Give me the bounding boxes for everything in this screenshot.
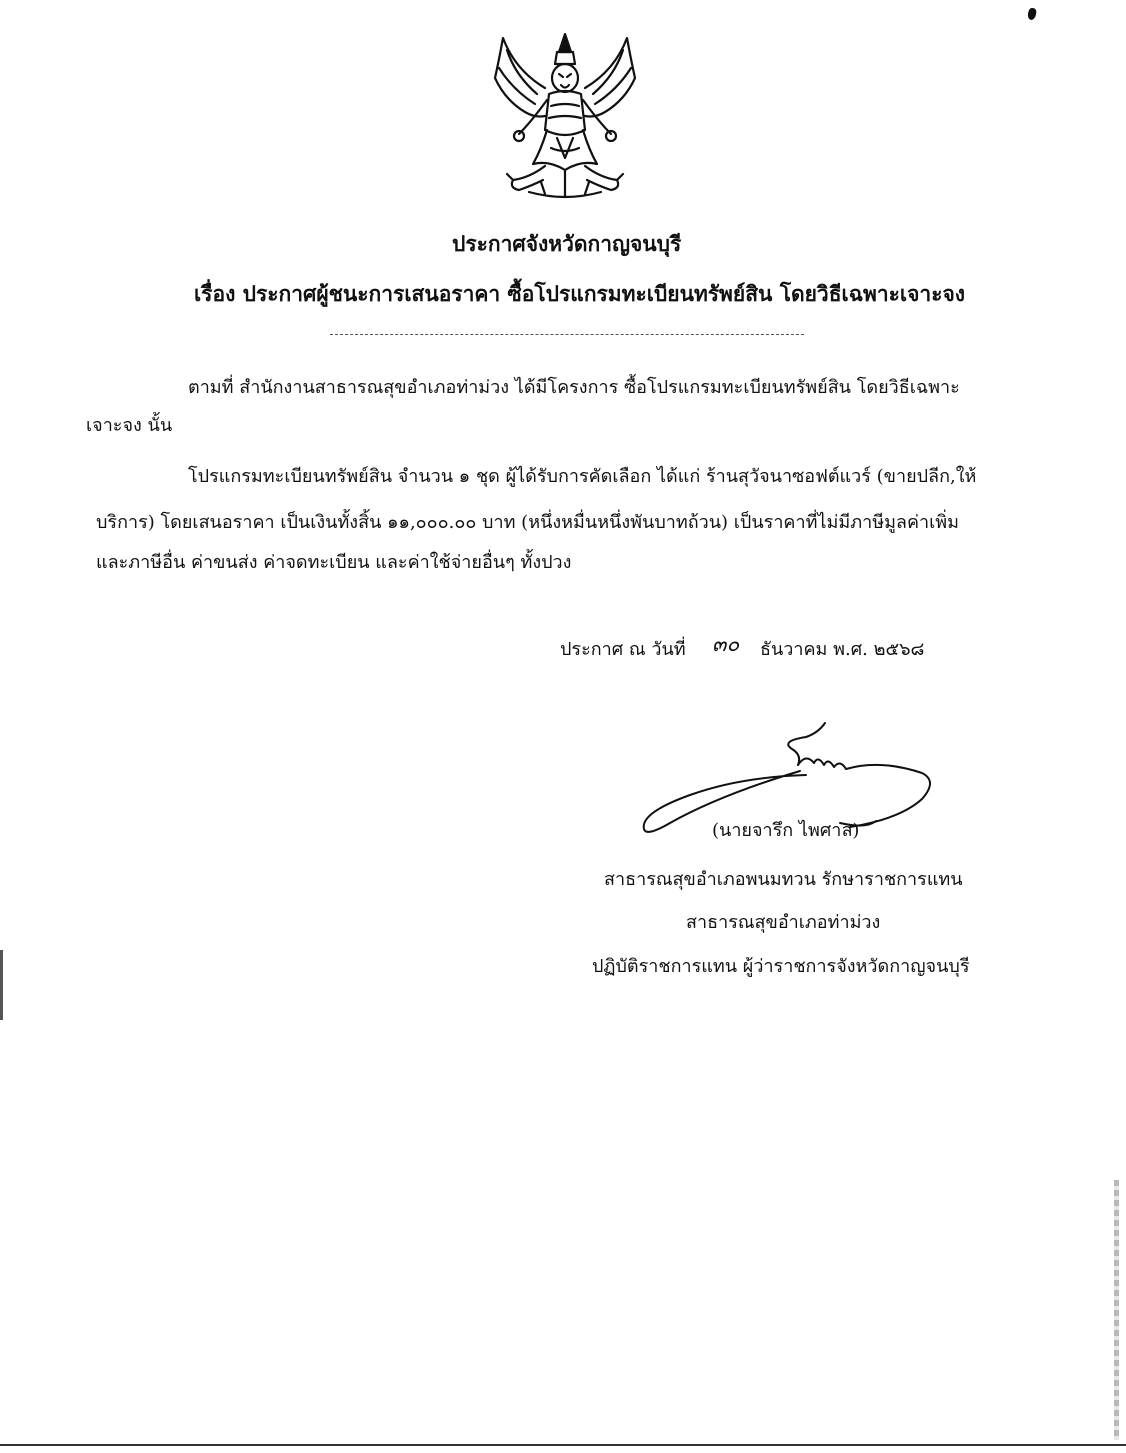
paragraph-2-line-3: และภาษีอื่น ค่าขนส่ง ค่าจดทะเบียน และค่าใช้จ่ายอื่นๆ ทั้งปวง	[96, 552, 572, 573]
garuda-emblem-icon	[485, 30, 645, 202]
date-month-year: ธันวาคม พ.ศ. ๒๕๖๘	[760, 639, 925, 660]
signatory-position-2: สาธารณสุขอำเภอท่าม่วง	[686, 912, 881, 933]
announcement-subject: เรื่อง ประกาศผู้ชนะการเสนอราคา ซื้อโปรแกรมทะเบียนทรัพย์สิน โดยวิธีเฉพาะเจาะจง	[194, 281, 966, 306]
ink-mark	[1027, 7, 1037, 20]
paragraph-1-line-1: ตามที่ สำนักงานสาธารณสุขอำเภอท่าม่วง ได้มีโครงการ ซื้อโปรแกรมทะเบียนทรัพย์สิน โดยวิธีเฉพาะ	[188, 377, 960, 398]
title-separator	[330, 334, 804, 335]
paragraph-2-line-1: โปรแกรมทะเบียนทรัพย์สิน จำนวน ๑ ชุด ผู้ได้รับการคัดเลือก ได้แก่ ร้านสุวัจนาซอฟต์แวร์ (ขายปลีก,ให้	[188, 466, 977, 487]
announcement-title: ประกาศจังหวัดกาญจนบุรี	[452, 231, 682, 256]
signatory-position-1: สาธารณสุขอำเภอพนมทวน รักษาราชการแทน	[604, 869, 963, 890]
scan-edge-left	[0, 950, 3, 1020]
paragraph-1-line-2: เจาะจง นั้น	[86, 415, 173, 436]
paragraph-2-line-2: บริการ) โดยเสนอราคา เป็นเงินทั้งสิ้น ๑๑,๐๐๐.๐๐ บาท (หนึ่งหมื่นหนึ่งพันบาทถ้วน) เป็นราคาที่ไม่มีภาษีมูลค่าเพิ่ม	[96, 512, 959, 533]
date-day-handwritten: ๓๐	[712, 632, 740, 656]
scan-edge-right	[1114, 1180, 1119, 1440]
date-prefix: ประกาศ ณ วันที่	[560, 639, 686, 660]
signatory-position-3: ปฏิบัติราชการแทน ผู้ว่าราชการจังหวัดกาญจนบุรี	[592, 956, 970, 977]
scan-edge-bottom	[0, 1444, 1126, 1446]
signatory-name: (นายจารึก ไพศาล)	[712, 820, 860, 841]
